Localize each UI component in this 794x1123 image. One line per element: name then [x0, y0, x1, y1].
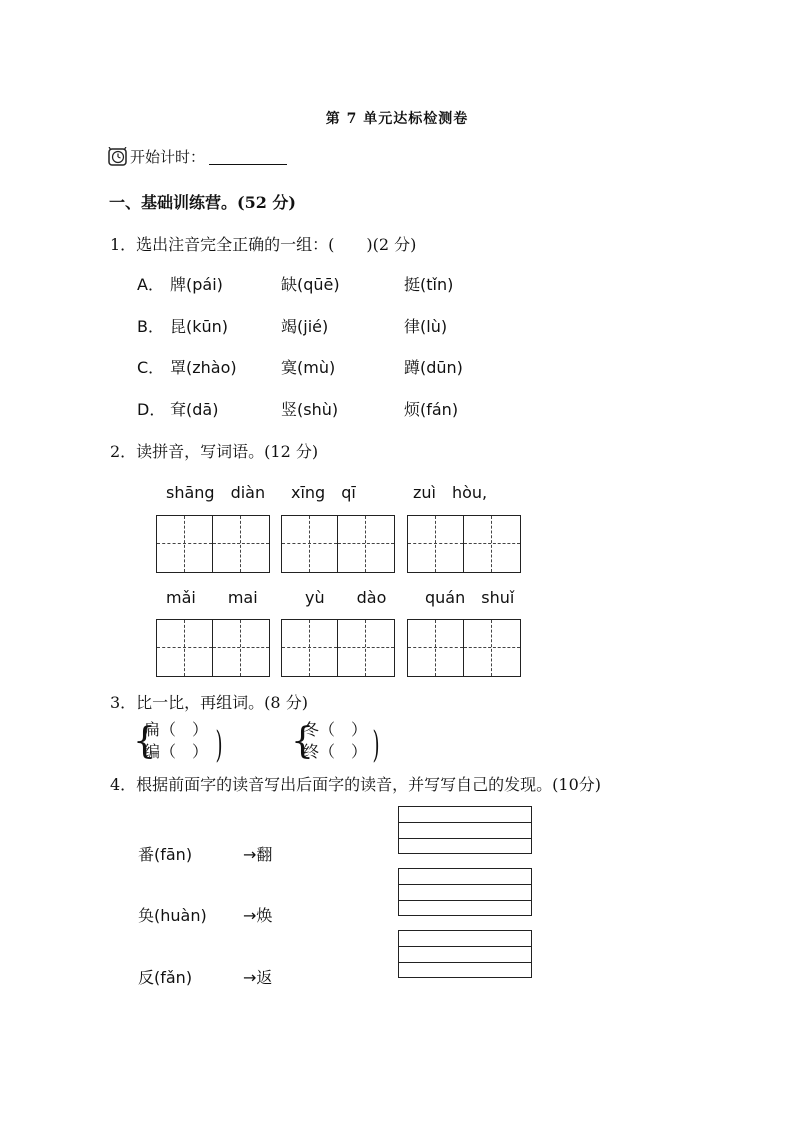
option-a-item-1: 牌(pái) — [170, 275, 223, 294]
option-c-item-2: 寞(mù) — [281, 358, 336, 377]
option-d-letter: D． — [137, 400, 166, 419]
q4-target-1: →翻 — [243, 845, 273, 864]
left-brace: { — [291, 721, 314, 762]
grid-cell[interactable] — [338, 620, 394, 676]
grid-cell[interactable] — [213, 620, 269, 676]
q4-source-1: 番(fān) — [138, 845, 193, 864]
answer-box-2[interactable] — [398, 868, 532, 916]
writing-grid-4[interactable] — [156, 619, 270, 677]
question-2-stem: 2．读拼音，写词语。(12 分) — [110, 442, 319, 461]
option-b-item-1: 昆(kūn) — [170, 317, 229, 336]
answer-box-1[interactable] — [398, 806, 532, 854]
q4-target-3: →返 — [243, 968, 273, 987]
option-b-item-3: 律(lù) — [404, 317, 448, 336]
writing-grid-3[interactable] — [407, 515, 521, 573]
pair-2-bottom: 终（ ） — [303, 742, 368, 761]
question-3-stem: 3．比一比，再组词。(8 分) — [110, 693, 308, 712]
grid-cell[interactable] — [464, 516, 520, 572]
section-heading: 一、基础训练营。(52 分) — [109, 193, 296, 212]
option-a-item-2: 缺(qūē) — [281, 275, 340, 294]
option-b-letter: B． — [137, 317, 164, 336]
option-c-item-1: 罩(zhào) — [170, 358, 237, 377]
pinyin-1: shāng diàn — [166, 483, 266, 502]
option-d-item-2: 竖(shù) — [281, 400, 339, 419]
question-4-stem: 4．根据前面字的读音写出后面字的读音，并写写自己的发现。(10分) — [110, 775, 602, 794]
clock-icon — [108, 147, 128, 167]
pair-2-top: 冬（ ） — [303, 720, 368, 739]
writing-grid-5[interactable] — [281, 619, 395, 677]
page-title: 第 7 单元达标检测卷 — [325, 111, 469, 127]
writing-grid-6[interactable] — [407, 619, 521, 677]
right-paren: ) — [372, 725, 380, 766]
option-b-item-2: 竭(jié) — [281, 317, 329, 336]
timer-blank[interactable] — [209, 150, 287, 165]
grid-cell[interactable] — [408, 620, 464, 676]
grid-cell[interactable] — [408, 516, 464, 572]
grid-cell[interactable] — [157, 516, 213, 572]
grid-cell[interactable] — [464, 620, 520, 676]
writing-grid-1[interactable] — [156, 515, 270, 573]
q4-target-2: →焕 — [243, 906, 273, 925]
pinyin-3: zuì hòu, — [413, 483, 488, 502]
pair-1-bottom: 编（ ） — [144, 742, 209, 761]
left-brace: { — [133, 721, 156, 762]
q4-source-2: 奂(huàn) — [138, 906, 207, 925]
grid-cell[interactable] — [338, 516, 394, 572]
option-a-item-3: 挺(tǐn) — [404, 275, 454, 294]
option-a-letter: A． — [137, 275, 164, 294]
option-c-item-3: 蹲(dūn) — [404, 358, 463, 377]
option-d-item-3: 烦(fán) — [404, 400, 459, 419]
pinyin-5: yù dào — [305, 588, 387, 607]
grid-cell[interactable] — [157, 620, 213, 676]
pinyin-4: mǎi mai — [166, 588, 258, 607]
pair-1-top: 扁（ ） — [144, 720, 209, 739]
answer-box-3[interactable] — [398, 930, 532, 978]
start-timer — [108, 146, 287, 167]
timer-label: 开始计时： — [130, 148, 206, 166]
right-paren: ) — [215, 725, 223, 766]
q4-source-3: 反(fǎn) — [138, 968, 193, 987]
grid-cell[interactable] — [213, 516, 269, 572]
option-d-item-1: 耷(dā) — [170, 400, 219, 419]
question-1-stem: 1．选出注音完全正确的一组：( )(2 分) — [110, 235, 417, 254]
grid-cell[interactable] — [282, 620, 338, 676]
grid-cell[interactable] — [282, 516, 338, 572]
pinyin-6: quán shuǐ — [425, 588, 515, 607]
writing-grid-2[interactable] — [281, 515, 395, 573]
option-c-letter: C． — [137, 358, 165, 377]
pinyin-2: xīng qī — [291, 483, 356, 502]
